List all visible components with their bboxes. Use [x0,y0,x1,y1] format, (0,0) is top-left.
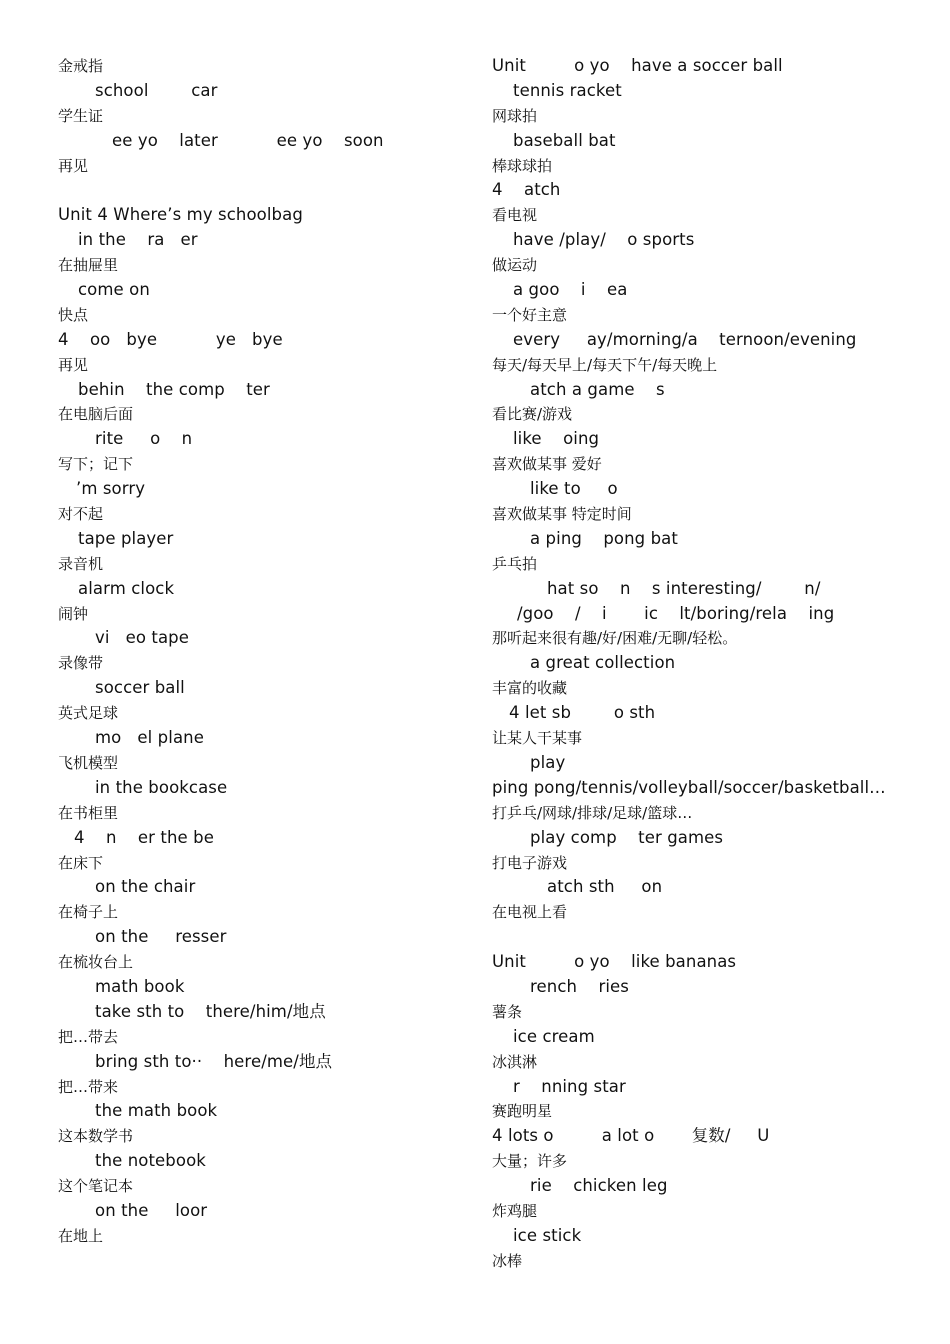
english-phrase-line: every ay/morning/a ternoon/evening [513,329,857,349]
chinese-translation-line: 在床下 [58,853,104,872]
chinese-translation-line: 那听起来很有趣/好/困难/无聊/轻松。 [492,629,738,648]
english-phrase-line: tape player [78,528,174,548]
chinese-translation-line: 这个笔记本 [58,1177,134,1196]
right-column [492,54,932,1274]
english-phrase-line: on the resser [95,927,227,947]
english-phrase-line: hat so n s interesting/ n/ [547,578,821,598]
chinese-translation-line: 再见 [58,156,89,175]
english-phrase-line: play comp ter games [530,827,724,847]
chinese-translation-line: 喜欢做某事 特定时间 [492,505,632,524]
english-phrase-line: Unit o yo have a soccer ball [492,56,783,75]
english-phrase-line: a ping pong bat [530,528,678,548]
chinese-translation-line: 每天/每天早上/每天下午/每天晚上 [492,355,718,374]
english-phrase-line: school car [95,80,218,100]
english-phrase-line: baseball bat [513,130,616,150]
english-phrase-line: atch sth on [547,877,663,897]
english-phrase-line: bring sth to·· here/me/地点 [95,1051,333,1071]
chinese-translation-line: 再见 [58,355,89,374]
chinese-translation-line: 写下；记下 [58,455,134,474]
english-phrase-line: atch a game s [530,379,665,399]
english-phrase-line: on the chair [95,877,196,897]
chinese-translation-line: 学生证 [58,106,104,125]
english-phrase-line: tennis racket [513,80,622,100]
blank-line [492,925,932,950]
chinese-translation-line: 在书柜里 [58,803,119,822]
chinese-translation-line: 打电子游戏 [492,853,568,872]
chinese-translation-line: 在电视上看 [492,903,568,922]
chinese-translation-line: 金戒指 [58,57,104,75]
chinese-translation-line: 快点 [58,305,89,324]
english-phrase-line: ’m sorry [76,479,146,499]
english-phrase-line: Unit 4 Where’s my schoolbag [58,205,303,225]
chinese-translation-line: 一个好主意 [492,305,568,324]
chinese-translation-line: 炸鸡腿 [492,1201,538,1220]
chinese-translation-line: 在抽屉里 [58,256,119,275]
english-phrase-line: ee yo later ee yo soon [112,130,384,150]
blank-line [58,178,458,203]
left-column [58,54,458,1249]
chinese-translation-line: 冰淇淋 [492,1052,538,1071]
english-phrase-line: math book [95,976,185,996]
english-phrase-line: play [530,752,566,772]
chinese-translation-line: 棒球球拍 [492,156,553,175]
english-phrase-line: in the bookcase [95,777,228,797]
chinese-translation-line: 飞机模型 [58,753,119,772]
english-phrase-line: soccer ball [95,678,185,698]
chinese-translation-line: 录像带 [58,654,104,673]
english-phrase-line: a great collection [530,653,676,673]
chinese-translation-line: 做运动 [492,256,538,275]
chinese-translation-line: 对不起 [58,505,104,524]
english-phrase-line: vi eo tape [95,628,189,648]
english-phrase-line: 4 oo bye ye bye [58,329,283,349]
english-phrase-line: a goo i ea [513,280,628,300]
english-phrase-line: come on [78,280,150,300]
chinese-translation-line: 冰棒 [492,1251,523,1270]
chinese-translation-line: 闹钟 [58,604,89,623]
chinese-translation-line: 在梳妆台上 [58,953,134,972]
english-phrase-line: on the loor [95,1200,208,1220]
english-phrase-line: r nning star [513,1076,626,1096]
english-phrase-line: the notebook [95,1151,206,1171]
english-phrase-line: rench ries [530,976,629,996]
english-phrase-line: have /play/ o sports [513,230,695,250]
chinese-translation-line: 看比赛/游戏 [492,405,573,424]
chinese-translation-line: 薯条 [492,1002,523,1021]
english-phrase-line: mo el plane [95,728,204,748]
english-phrase-line: in the ra er [78,230,198,250]
english-phrase-line: like oing [513,429,600,449]
chinese-translation-line: 看电视 [492,206,538,225]
english-phrase-line: ice stick [513,1225,582,1245]
chinese-translation-line: 在电脑后面 [58,405,134,424]
chinese-translation-line: 打乒乓/网球/排球/足球/篮球… [492,803,693,822]
english-phrase-line: Unit o yo like bananas [492,952,737,972]
chinese-translation-line: 英式足球 [58,704,119,723]
english-phrase-line: ice cream [513,1026,595,1046]
chinese-translation-line: 丰富的收藏 [492,679,568,698]
english-phrase-line: 4 n er the be [74,827,214,847]
chinese-translation-line: 让某人干某事 [492,729,583,748]
chinese-translation-line: 大量；许多 [492,1152,568,1171]
english-phrase-line: 4 let sb o sth [509,703,656,723]
chinese-translation-line: 乒乓拍 [492,554,538,573]
chinese-translation-line: 录音机 [58,554,104,573]
english-phrase-line: 4 lots o a lot o 复数/ U [492,1126,770,1146]
chinese-translation-line: 网球拍 [492,106,538,125]
english-phrase-line: 4 atch [492,180,561,200]
english-phrase-line: take sth to there/him/地点 [95,1001,326,1021]
english-phrase-line: behin the comp ter [78,379,270,399]
chinese-translation-line: 在椅子上 [58,903,119,922]
english-phrase-line: the math book [95,1101,218,1121]
english-phrase-line: ping pong/tennis/volleyball/soccer/basketball… [492,777,886,797]
english-phrase-line: rie chicken leg [530,1176,668,1196]
chinese-translation-line: 在地上 [58,1226,104,1245]
english-phrase-line: like to o [530,479,618,499]
chinese-translation-line: 把…带去 [58,1027,119,1046]
chinese-translation-line: 这本数学书 [58,1127,134,1146]
chinese-translation-line: 赛跑明星 [492,1102,553,1121]
chinese-translation-line: 喜欢做某事 爱好 [492,455,602,474]
english-phrase-line: /goo / i ic lt/boring/rela ing [517,603,835,623]
english-phrase-line: alarm clock [78,578,175,598]
chinese-translation-line: 把…带来 [58,1077,119,1096]
english-phrase-line: rite o n [95,429,193,449]
